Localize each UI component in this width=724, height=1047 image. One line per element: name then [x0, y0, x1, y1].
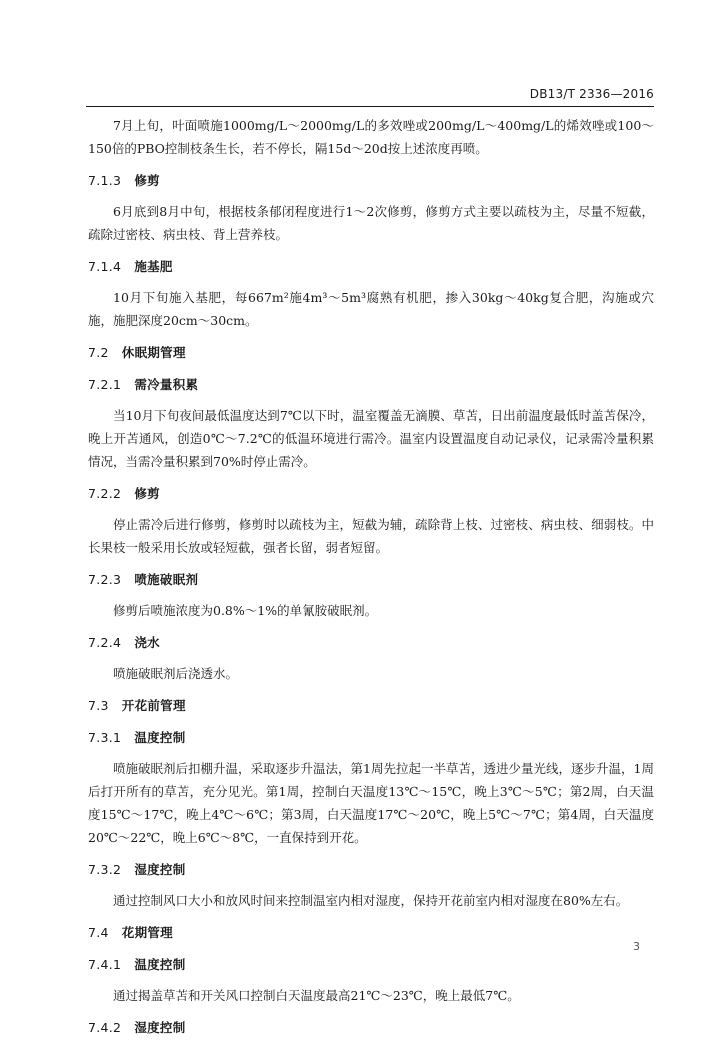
paragraph: 通过揭盖草苫和开关风口控制白天温度最高21℃～23℃，晚上最低7℃。 [113, 988, 520, 1003]
section-heading [88, 169, 654, 192]
paragraph: 修剪后喷施浓度为0.8%～1%的单氰胺破眠剂。 [113, 603, 378, 618]
section-number: 7.1.3 [88, 173, 122, 188]
section-title: 开花前管理 [121, 698, 186, 713]
page-number: 3 [633, 940, 640, 953]
document-code: DB13/T 2336—2016 [529, 87, 654, 101]
paragraph: 停止需冷后进行修剪，修剪时以疏枝为主，短截为辅，疏除背上枝、过密枝、病虫枝、细弱枝。中长果枝一般采用长放或轻短截，强者长留，弱者短留。 [88, 517, 654, 555]
section-title: 修剪 [134, 173, 160, 188]
section-title: 温度控制 [134, 730, 186, 745]
section-number: 7.2.2 [88, 486, 122, 501]
section-heading [88, 953, 654, 976]
section-heading [88, 373, 654, 396]
section-number: 7.2 [88, 345, 109, 360]
document-body [88, 114, 654, 1047]
section-title: 花期管理 [121, 925, 173, 940]
section-title: 休眠期管理 [121, 345, 186, 360]
section-number: 7.4 [88, 925, 109, 940]
paragraph: 10月下旬施入基肥，每667m²施4m³～5m³腐熟有机肥，掺入30kg～40kg复合肥，沟施或穴施，施肥深度20cm～30cm。 [88, 290, 654, 328]
section-number: 7.2.4 [88, 635, 122, 650]
section-number: 7.3.1 [88, 730, 122, 745]
paragraph: 当10月下旬夜间最低温度达到7℃以下时，温室覆盖无滴膜、草苫，日出前温度最低时盖苫保冷，晚上开苫通风，创造0℃～7.2℃的低温环境进行需冷。温室内设置温度自动记录仪，记录需冷量积累情况，当需冷量积累到70%时停止需冷。 [88, 408, 654, 469]
section-heading [88, 482, 654, 505]
section-heading [88, 568, 654, 591]
paragraph: 7月上旬，叶面喷施1000mg/L～2000mg/L的多效唑或200mg/L～400mg/L的烯效唑或100～150倍的PBO控制枝条生长，若不停长，隔15d～20d按上述浓度再喷。 [88, 118, 654, 156]
paragraph: 6月底到8月中旬，根据枝条郁闭程度进行1～2次修剪，修剪方式主要以疏枝为主，尽量不短截，疏除过密枝、病虫枝、背上营养枝。 [88, 204, 654, 242]
section-number: 7.3.2 [88, 862, 122, 877]
section-heading [88, 858, 654, 881]
section-title: 温度控制 [134, 957, 186, 972]
section-heading [88, 255, 654, 278]
section-heading [88, 694, 654, 717]
section-heading [88, 1016, 654, 1039]
section-heading [88, 631, 654, 654]
section-heading [88, 341, 654, 364]
section-heading [88, 921, 654, 944]
section-heading [88, 726, 654, 749]
section-number: 7.2.3 [88, 572, 122, 587]
paragraph: 喷施破眠剂后扣棚升温，采取逐步升温法，第1周先拉起一半草苫，透进少量光线，逐步升温，1周后打开所有的草苫，充分见光。第1周，控制白天温度13℃～15℃，晚上3℃～5℃；第2周，白天温度15℃～17℃，晚上4℃～6℃；第3周，白天温度17℃～20℃，晚上5℃～7℃；第4周，白天温度20℃～22℃，晚上6℃～8℃，一直保持到开花。 [88, 761, 654, 845]
section-number: 7.2.1 [88, 377, 122, 392]
paragraph: 通过控制风口大小和放风时间来控制温室内相对湿度，保持开花前室内相对湿度在80%左右。 [113, 893, 629, 908]
section-title: 施基肥 [134, 259, 173, 274]
section-title: 修剪 [134, 486, 160, 501]
section-title: 需冷量积累 [134, 377, 199, 392]
section-title: 湿度控制 [134, 862, 186, 877]
section-number: 7.1.4 [88, 259, 122, 274]
section-number: 7.4.2 [88, 1020, 122, 1035]
section-title: 湿度控制 [134, 1020, 186, 1035]
section-number: 7.3 [88, 698, 109, 713]
header-divider [86, 106, 654, 107]
section-title: 浇水 [134, 635, 160, 650]
section-number: 7.4.1 [88, 957, 122, 972]
paragraph: 喷施破眠剂后浇透水。 [113, 666, 239, 681]
section-title: 喷施破眠剂 [134, 572, 199, 587]
